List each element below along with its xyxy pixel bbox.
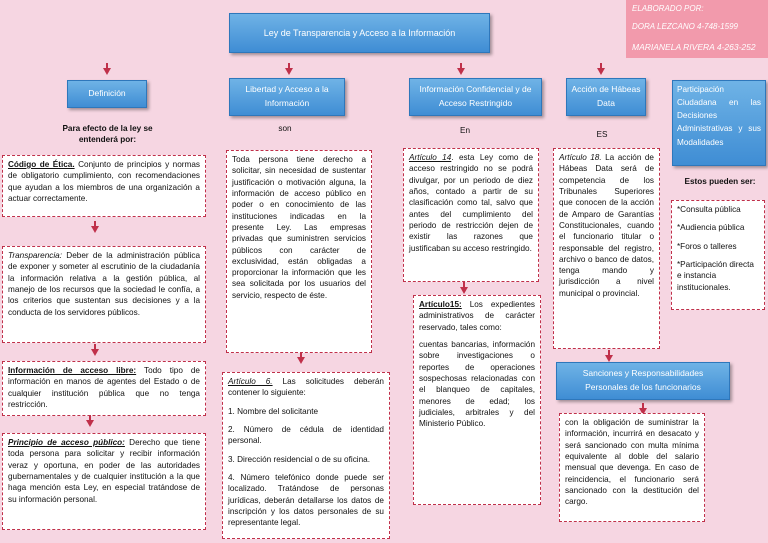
sanciones-text: con la obligación de suministrar la información, incurrirá en desacato y será sancionado con multa mínima equivalente al doble del salario mensual que devenga. En caso de reincidencia, el funcionario será sancionado con la destitución del cargo.: [559, 413, 705, 522]
arrow-down-icon: [103, 63, 111, 75]
list-item: *Participación directa e instancia institucionales.: [677, 259, 754, 292]
articulo-15: Artículo15: Los expedientes administrativos de carácter reservado, tales como: cuentas bancarias, información sobre investigaciones o reportes de operaciones sospechosas relacionadas con el blanqueo de capitales, menores de edad; los judiciales, arbitrales y del Ministerio Público.: [413, 295, 541, 505]
list-item: *Foros o talleres: [677, 241, 737, 251]
connector-participacion: Estos pueden ser:: [684, 177, 756, 186]
credits-author-2: MARIANELA RIVERA 4-263-252: [632, 42, 756, 52]
modalidades-list: [671, 200, 765, 310]
arrow-down-icon: [285, 63, 293, 75]
connector-libertad: son: [278, 124, 292, 133]
requirement-item: 1. Nombre del solicitante: [228, 406, 319, 416]
header-sanciones: Sanciones y Responsabilidades Personales de los funcionarios: [556, 362, 730, 400]
header-definicion: Definición: [67, 80, 147, 108]
arrow-down-icon: [605, 350, 613, 362]
arrow-down-icon: [457, 63, 465, 75]
credits-author-1: DORA LEZCANO 4-748-1599: [632, 22, 738, 31]
articulo-6: Artículo 6. Las solicitudes deberán contener lo siguiente: 1. Nombre del solicitante 2. Número de cédula de identidad personal. 3. Dirección residencial o de su oficina. 4. Número telefónico donde puede ser localizado. Tratándose de personas jurídicas, deberán detallarse los datos de inscripción y los datos personales de su representante legal.: [222, 372, 390, 539]
arrow-down-icon: [91, 344, 99, 356]
definition-codigo-etica: Código de Ética. Conjunto de principios y normas de obligatorio cumplimiento, con recomendaciones que ayudan a los miembros de una organización a actuar correctamente.: [2, 155, 206, 217]
main-title: Ley de Transparencia y Acceso a la Información: [229, 13, 490, 53]
libertad-text: Toda persona tiene derecho a solicitar, sin necesidad de sustentar justificación o motivación alguna, la información de acceso público en poder o en conocimiento de las instituciones indicadas en la presente Ley. Las empresas privadas que suministren servicios públicos con carácter de exclusividad, están obligadas a proporcionar la información que les sea solicitada por los usuarios del servicio, respecto de éste.: [226, 150, 372, 353]
connector-definicion: Para efecto de la ley se entenderá por:: [62, 124, 153, 144]
list-item: *Consulta pública: [677, 205, 741, 214]
requirement-item: 3. Dirección residencial o de su oficina.: [228, 454, 370, 464]
credits-label: ELABORADO POR:: [632, 4, 704, 13]
definition-acceso-publico: Principio de acceso público: Derecho que tiene toda persona para solicitar y recibir información veraz y oportuna, en poder de las autoridades gubernamentales y de cualquier institución a la que haga mención esta Ley, en especial tratándose de su información personal.: [2, 433, 206, 530]
arrow-down-icon: [460, 282, 468, 294]
definition-transparencia: Transparencia: Deber de la administración pública de exponer y someter al escrutinio de la ciudadanía la información relativa a la gestión pública, al manejo de los recursos que la sociedad le confía, a los criterios que sustentan sus decisiones y a la conducta de los servidores públicos.: [2, 246, 206, 343]
definition-acceso-libre: Información de acceso libre: Todo tipo de información en manos de agentes del Estado o de cualquier institución pública que no tenga restricción.: [2, 361, 206, 416]
arrow-down-icon: [86, 415, 94, 427]
articulo-14: Artículo 14. esta Ley como de acceso restringido no se podrá divulgar, por un periodo de diez años, contado a partir de su clasificación como tal, salvo que antes del cumplimiento del periodo de restricción dejen de existir las razones que justificaban su acceso restringido.: [403, 148, 539, 282]
arrow-down-icon: [91, 221, 99, 233]
requirement-item: 4. Número telefónico donde puede ser localizado. Tratándose de personas jurídicas, deberán detallarse los datos de inscripción y los datos personales de su representante legal.: [228, 472, 384, 528]
header-confidencial: Información Confidencial y de Acceso Restringido: [409, 78, 542, 116]
header-participacion: Participación Ciudadana en las Decisiones Administrativas y sus Modalidades: [672, 80, 766, 166]
arrow-down-icon: [597, 63, 605, 75]
requirement-item: 2. Número de cédula de identidad personal.: [228, 424, 384, 446]
articulo-18: Artículo 18. La acción de Hábeas Data será de competencia de los Tribunales Superiores que conocen de la acción de Amparo de Garantías Constitucionales, cuando el funcionario titular o responsable del registro, archivo o banco de datos, tenga mando y jurisdicción a nivel municipal o provincial.: [553, 148, 660, 349]
arrow-down-icon: [297, 352, 305, 364]
credits-panel: [626, 0, 768, 58]
header-habeas: Acción de Hábeas Data: [566, 78, 646, 116]
connector-confidencial: En: [459, 126, 470, 135]
header-libertad: Libertad y Acceso a la Información: [229, 78, 345, 116]
connector-habeas: ES: [596, 130, 608, 139]
list-item: *Audiencia pública: [677, 223, 745, 233]
